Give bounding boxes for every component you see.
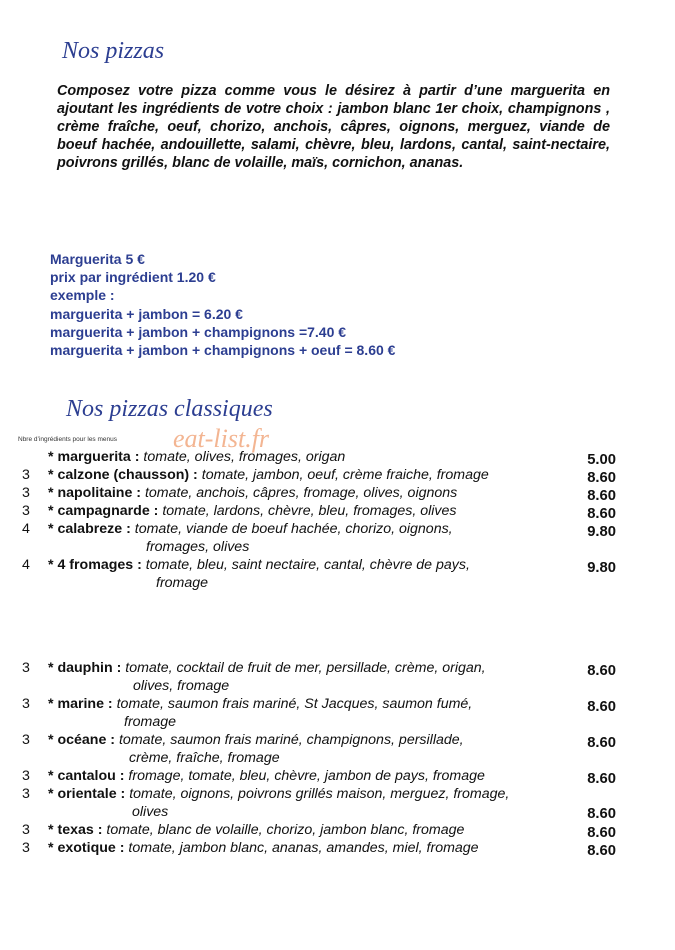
- item-price: 8.60: [587, 699, 616, 715]
- item-name: * marine :: [48, 696, 113, 712]
- ingredient-count: 3: [22, 768, 30, 784]
- item-name: * orientale :: [48, 786, 126, 802]
- menu-item: [0, 448, 675, 466]
- classics-title: Nos pizzas classiques: [66, 396, 273, 422]
- ingredient-count: 3: [22, 732, 30, 748]
- ingredient-count: 3: [22, 822, 30, 838]
- item-ingredients: tomate, anchois, câpres, fromage, olives, oignons: [144, 485, 458, 501]
- item-name: * océane :: [48, 732, 116, 748]
- ingredient-count: 3: [22, 467, 30, 483]
- item-description: [48, 502, 568, 520]
- item-name: * napolitaine :: [48, 485, 142, 501]
- item-description: [48, 448, 568, 466]
- item-ingredients: tomate, bleu, saint nectaire, cantal, chèvre de pays,: [145, 557, 470, 573]
- item-name: * 4 fromages :: [48, 557, 142, 573]
- ingredient-count: 3: [22, 696, 30, 712]
- ingredient-count: 3: [22, 485, 30, 501]
- item-description: [48, 659, 568, 695]
- menu-item: [0, 520, 675, 556]
- item-ingredients: tomate, blanc de volaille, chorizo, jambon blanc, fromage: [106, 822, 465, 838]
- item-ingredients: fromage, tomate, bleu, chèvre, jambon de pays, fromage: [128, 768, 485, 784]
- item-description: [48, 556, 568, 592]
- item-description: [48, 466, 568, 484]
- item-ingredients-cont: olives: [132, 804, 169, 820]
- pricing-line: prix par ingrédient 1.20 €: [50, 269, 216, 286]
- menu-item: [0, 785, 675, 821]
- ingredient-count: 3: [22, 786, 30, 802]
- ingredient-count: 3: [22, 660, 30, 676]
- item-name: * calabreze :: [48, 521, 131, 537]
- pricing-line: Marguerita 5 €: [50, 251, 145, 267]
- item-price: 8.60: [587, 843, 616, 859]
- menu-item: [0, 659, 675, 695]
- ingredient-count: 4: [22, 557, 30, 573]
- item-description: [48, 821, 568, 839]
- item-name: * exotique :: [48, 840, 125, 856]
- menu-item: [0, 839, 675, 857]
- pricing-line: exemple :: [50, 287, 115, 304]
- item-name: * campagnarde :: [48, 503, 159, 519]
- ingredient-count: 3: [22, 840, 30, 856]
- item-price: 8.60: [587, 470, 616, 486]
- item-ingredients-cont: fromages, olives: [146, 539, 250, 555]
- menu-item: [0, 502, 675, 520]
- item-price: 8.60: [587, 825, 616, 841]
- item-description: [48, 695, 568, 731]
- item-description: [48, 785, 568, 821]
- menu-list-seafood: [0, 659, 675, 857]
- pricing-block: [50, 250, 395, 359]
- item-name: * dauphin :: [48, 660, 122, 676]
- menu-item: [0, 821, 675, 839]
- item-name: * calzone (chausson) :: [48, 467, 198, 483]
- item-ingredients: tomate, lardons, chèvre, bleu, fromages, olives: [162, 503, 457, 519]
- item-name: * texas :: [48, 822, 103, 838]
- menu-list-classics: [0, 448, 675, 592]
- item-price: 9.80: [587, 524, 616, 540]
- menu-item: [0, 731, 675, 767]
- count-caption: Nbre d’ingrédients pour les menus: [18, 436, 117, 443]
- ingredient-count: 3: [22, 503, 30, 519]
- ingredient-count: 4: [22, 521, 30, 537]
- item-ingredients: tomate, jambon blanc, ananas, amandes, miel, fromage: [128, 840, 479, 856]
- menu-item: [0, 484, 675, 502]
- item-price: 8.60: [587, 506, 616, 522]
- item-price: 9.80: [587, 560, 616, 576]
- pricing-line: marguerita + jambon + champignons + oeuf = 8.60 €: [50, 342, 396, 359]
- item-description: [48, 767, 568, 785]
- intro-text: Composez votre pizza comme vous le désirez à partir d’une marguerita en ajoutant les ingrédients de votre choix : jambon blanc 1er choix, champignons , crème fraîche, oeuf, chorizo, anchois, câpres, oignons, merguez, viande de boeuf hachée, andouillette, salami, chèvre, bleu, lardons, cantal, saint-nectaire, poivrons grillés, blanc de volaille, maïs, cornichon, ananas.: [57, 83, 610, 171]
- menu-item: [0, 556, 675, 592]
- item-ingredients: tomate, cocktail de fruit de mer, persillade, crème, origan,: [125, 660, 486, 676]
- item-ingredients: tomate, viande de boeuf hachée, chorizo, oignons,: [134, 521, 453, 537]
- item-price: 8.60: [587, 488, 616, 504]
- item-ingredients-cont: fromage: [156, 575, 209, 591]
- item-ingredients: tomate, jambon, oeuf, crème fraiche, fromage: [201, 467, 489, 483]
- item-description: [48, 484, 568, 502]
- item-ingredients: tomate, saumon frais mariné, champignons, persillade,: [118, 732, 464, 748]
- item-description: [48, 520, 568, 556]
- menu-item: [0, 466, 675, 484]
- item-price: 8.60: [587, 806, 616, 822]
- menu-item: [0, 767, 675, 785]
- item-description: [48, 731, 568, 767]
- item-description: [48, 839, 568, 857]
- item-ingredients: tomate, saumon frais mariné, St Jacques, saumon fumé,: [116, 696, 473, 712]
- item-price: 5.00: [587, 452, 616, 468]
- item-ingredients: tomate, oignons, poivrons grillés maison, merguez, fromage,: [129, 786, 510, 802]
- item-name: * cantalou :: [48, 768, 125, 784]
- item-ingredients-cont: fromage: [124, 714, 177, 730]
- section-title: Nos pizzas: [62, 38, 165, 64]
- item-ingredients-cont: crème, fraîche, fromage: [129, 750, 280, 766]
- item-ingredients-cont: olives, fromage: [133, 678, 230, 694]
- pricing-line: marguerita + jambon = 6.20 €: [50, 305, 243, 322]
- item-name: * marguerita :: [48, 449, 140, 465]
- item-price: 8.60: [587, 663, 616, 679]
- item-price: 8.60: [587, 735, 616, 751]
- menu-item: [0, 695, 675, 731]
- watermark: eat-list.fr: [173, 424, 270, 453]
- item-ingredients: tomate, olives, fromages, origan: [143, 449, 346, 465]
- pricing-line: marguerita + jambon + champignons =7.40 €: [50, 323, 347, 340]
- item-price: 8.60: [587, 771, 616, 787]
